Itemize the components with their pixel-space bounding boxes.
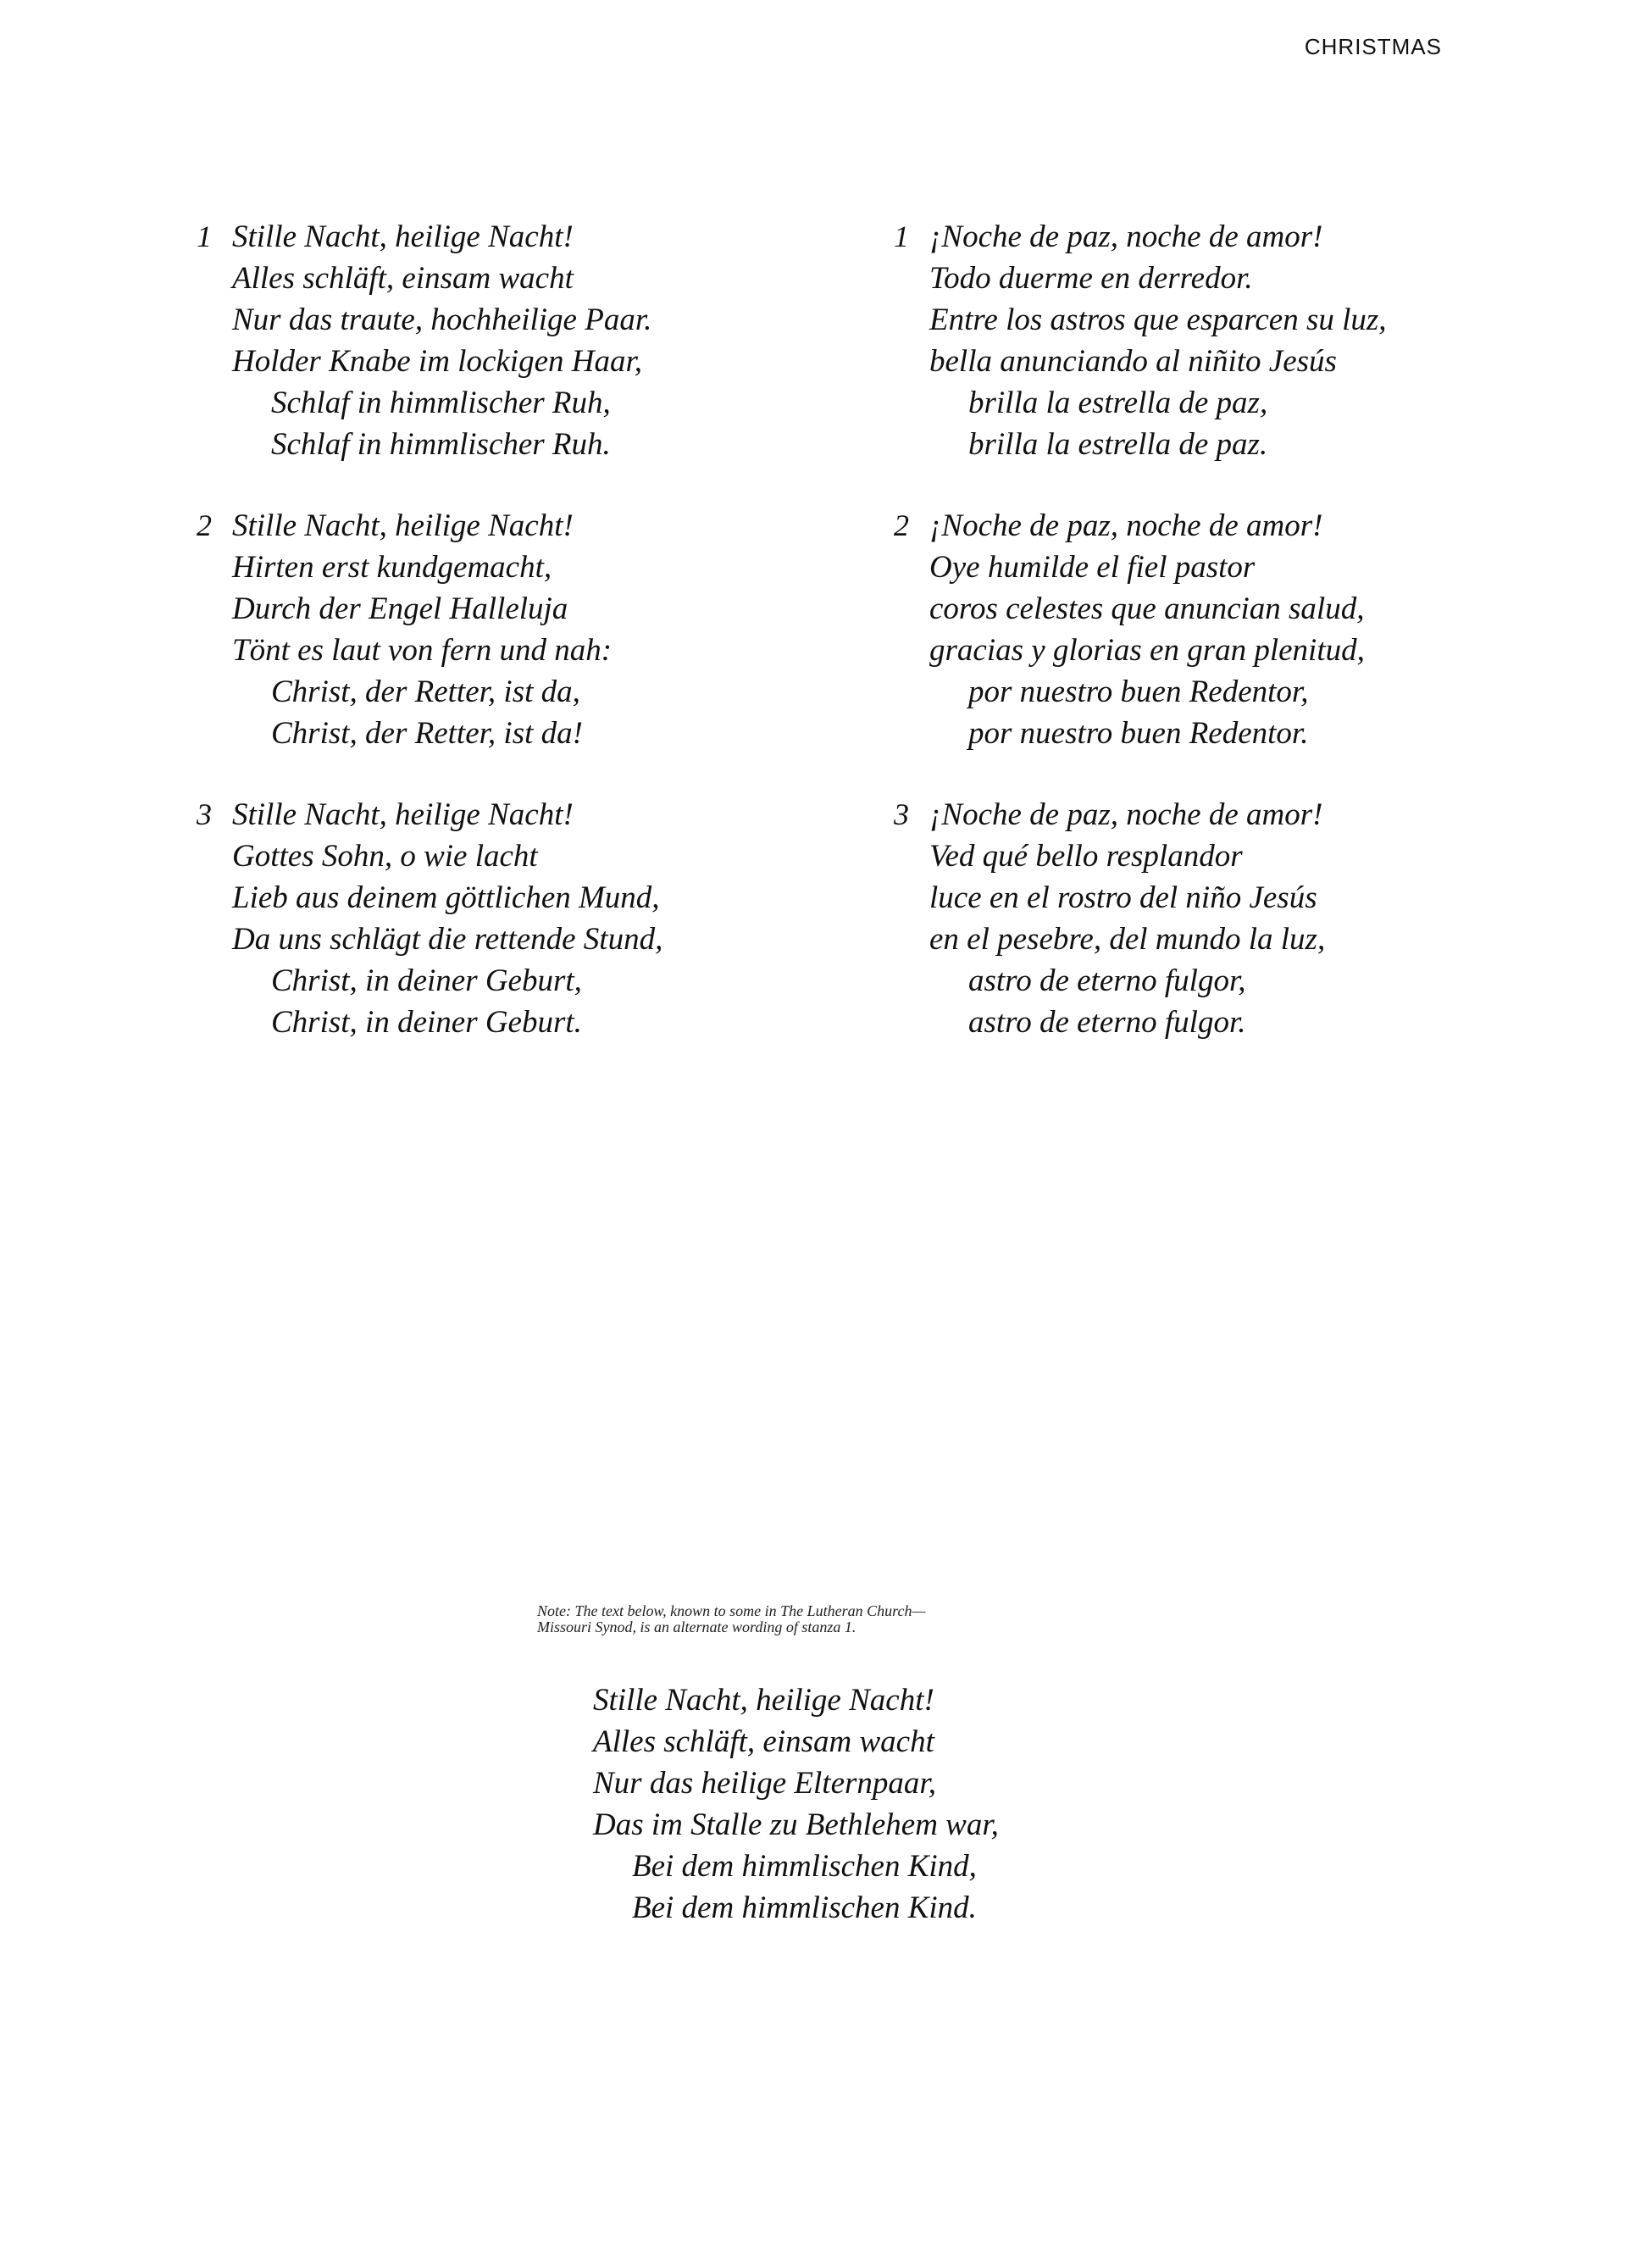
german-stanza-1 [197,216,840,465]
lyric-line: bella anunciando al niñito Jesús [929,344,1337,379]
stanza-number: 1 [894,219,909,253]
lyric-line: Stille Nacht, heilige Nacht! [232,508,574,543]
lyric-line: Durch der Engel Halleluja [232,591,568,626]
lyric-line: luce en el rostro del niño Jesús [929,880,1317,915]
lyric-refrain-line: astro de eterno fulgor, [968,963,1246,998]
stanza-number: 2 [894,508,909,542]
lyric-refrain-line: Christ, in deiner Geburt. [271,1005,582,1040]
lyric-refrain-line: brilla la estrella de paz. [968,427,1268,462]
lyric-refrain-line: Bei dem himmlischen Kind, [632,1849,977,1884]
alternate-stanza [593,1679,999,1929]
lyric-line: ¡Noche de paz, noche de amor! [929,797,1323,832]
lyric-line: Da uns schlägt die rettende Stund, [232,922,663,957]
spanish-stanza-3 [894,794,1538,1043]
note-line: Missouri Synod, is an alternate wording of stanza 1. [537,1618,856,1635]
stanza-number: 3 [197,797,212,831]
stanza-number: 3 [894,797,909,831]
lyric-refrain-line: por nuestro buen Redentor, [968,675,1309,709]
lyric-refrain-line: Schlaf in himmlischer Ruh. [271,427,611,462]
lyric-refrain-line: Christ, in deiner Geburt, [271,963,582,998]
lyric-refrain-line: Christ, der Retter, ist da! [271,716,583,751]
lyric-line: ¡Noche de paz, noche de amor! [929,219,1323,254]
lyric-line: Nur das traute, hochheilige Paar. [232,303,652,337]
spanish-stanza-1 [894,216,1538,465]
section-header: CHRISTMAS [1304,34,1442,59]
lyric-line: gracias y glorias en gran plenitud, [929,633,1365,668]
spanish-lyrics-column [894,216,1538,1083]
lyric-refrain-line: por nuestro buen Redentor. [968,716,1309,751]
lyric-refrain-line: Bei dem himmlischen Kind. [632,1890,977,1925]
lyric-refrain-line: astro de eterno fulgor. [968,1005,1246,1040]
lyric-line: en el pesebre, del mundo la luz, [929,922,1326,957]
lyric-line: Holder Knabe im lockigen Haar, [232,344,643,379]
lyric-line: Alles schläft, einsam wacht [593,1724,934,1759]
lyric-line: Oye humilde el fiel pastor [929,550,1256,585]
lyric-line: Todo duerme en derredor. [929,261,1253,296]
spanish-stanza-2 [894,505,1538,754]
lyric-refrain-line: Schlaf in himmlischer Ruh, [271,386,611,420]
lyric-line: Stille Nacht, heilige Nacht! [232,797,574,832]
lyric-line: Ved qué bello resplandor [929,839,1243,874]
note-line: Note: The text below, known to some in The Lutheran Church— [537,1602,926,1619]
lyric-line: Stille Nacht, heilige Nacht! [232,219,574,254]
stanza-number: 1 [197,219,212,253]
stanza-number: 2 [197,508,212,542]
lyric-line: coros celestes que anuncian salud, [929,591,1365,626]
german-lyrics-column [197,216,840,1083]
lyric-line: Alles schläft, einsam wacht [232,261,574,296]
alternate-wording-note [537,1603,1130,1635]
lyric-line: Stille Nacht, heilige Nacht! [593,1683,934,1718]
lyric-line: Gottes Sohn, o wie lacht [232,839,538,874]
lyric-line: Tönt es laut von fern und nah: [232,633,613,668]
lyric-refrain-line: brilla la estrella de paz, [968,386,1268,420]
lyric-line: Hirten erst kundgemacht, [232,550,552,585]
lyric-refrain-line: Christ, der Retter, ist da, [271,675,580,709]
lyric-line: Das im Stalle zu Bethlehem war, [593,1807,999,1842]
lyric-line: ¡Noche de paz, noche de amor! [929,508,1323,543]
lyric-line: Nur das heilige Elternpaar, [593,1766,936,1801]
lyric-line: Lieb aus deinem göttlichen Mund, [232,880,660,915]
german-stanza-3 [197,794,840,1043]
german-stanza-2 [197,505,840,754]
lyric-line: Entre los astros que esparcen su luz, [929,303,1387,337]
